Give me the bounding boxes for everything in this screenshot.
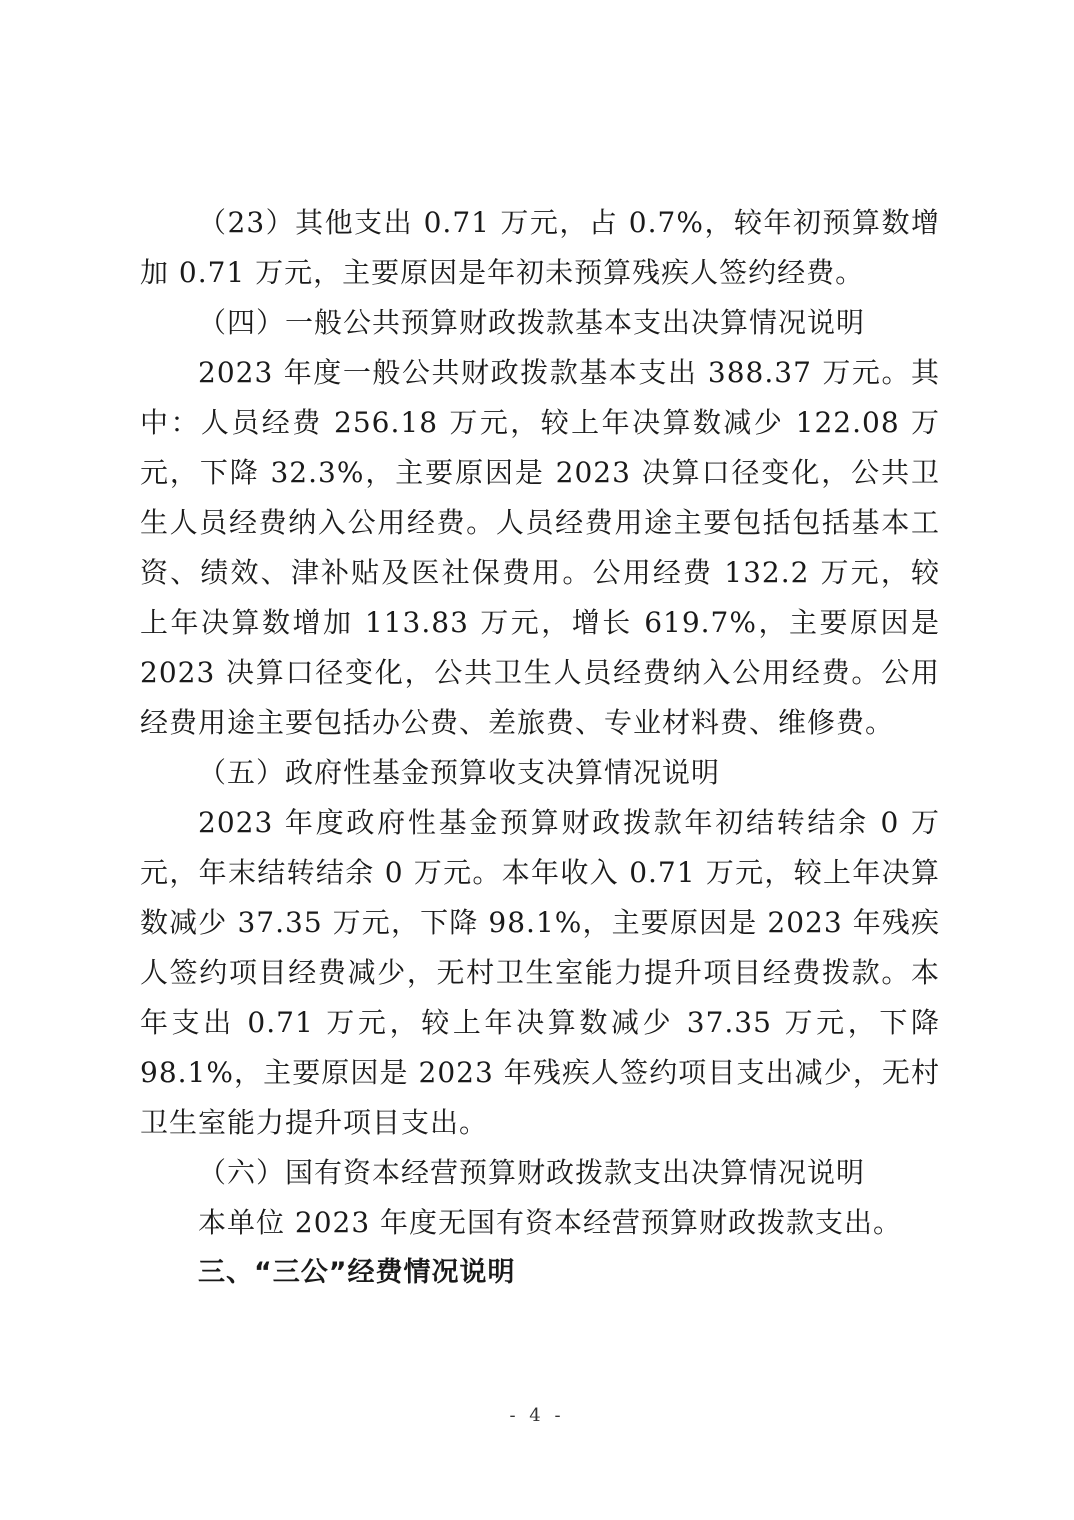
- subheading-basic-expenditure: （四）一般公共预算财政拨款基本支出决算情况说明: [198, 306, 866, 339]
- page-number: - 4 -: [509, 1405, 565, 1426]
- paragraph-basic-expenditure: 2023 年度一般公共财政拨款基本支出 388.37 万元。其中：人员经费 256.18 万元，较上年决算数减少 122.08 万元，下降 32.3%，主要原因是 2023 决算口径变化，公共卫生人员经费纳入公用经费。人员经费用途主要包括包括基本工资、绩效、津补贴及医社保费用。公用经费 132.2 万元，较上年决算数增加 113.83 万元，增长 619.7%，主要原因是 2023 决算口径变化，公共卫生人员经费纳入公用经费。公用经费用途主要包括办公费、差旅费、专业材料费、维修费。: [140, 356, 940, 739]
- paragraph-other-expenditure: （23）其他支出 0.71 万元，占 0.7%，较年初预算数增加 0.71 万元，主要原因是年初未预算残疾人签约经费。: [140, 206, 940, 289]
- subheading-government-fund: （五）政府性基金预算收支决算情况说明: [198, 756, 721, 789]
- paragraph-state-capital: 本单位 2023 年度无国有资本经营预算财政拨款支出。: [198, 1206, 903, 1239]
- section-heading-three-public: 三、“三公”经费情况说明: [198, 1257, 516, 1288]
- subheading-state-capital: （六）国有资本经营预算财政拨款支出决算情况说明: [198, 1156, 866, 1189]
- paragraph-government-fund: 2023 年度政府性基金预算财政拨款年初结转结余 0 万元，年末结转结余 0 万元。本年收入 0.71 万元，较上年决算数减少 37.35 万元，下降 98.1%，主要原因是 2023 年残疾人签约项目经费减少，无村卫生室能力提升项目经费拨款。本年支出 0.71 万元，较上年决算数减少 37.35 万元，下降 98.1%，主要原因是 2023 年残疾人签约项目支出减少，无村卫生室能力提升项目支出。: [140, 806, 940, 1139]
- document-body: [140, 198, 940, 1298]
